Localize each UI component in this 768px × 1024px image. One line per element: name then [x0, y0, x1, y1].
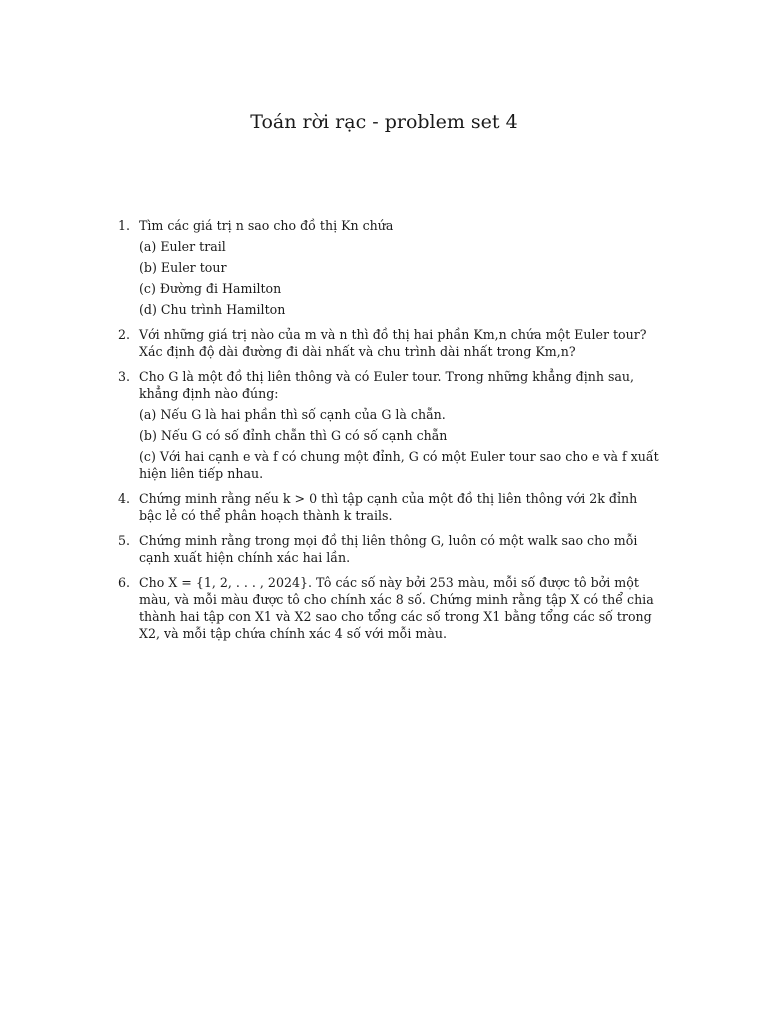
problem-4	[118, 490, 660, 524]
sub-item-list	[139, 406, 660, 482]
problem-number: 2.	[118, 327, 131, 342]
problem-number: 6.	[118, 575, 131, 590]
problem-2	[118, 326, 660, 360]
sub-item: (c) Với hai cạnh e và f có chung một đỉnh, G có một Euler tour sao cho e và f xuất hiện liên tiếp nhau.	[139, 449, 659, 481]
sub-item: (b) Euler tour	[139, 260, 227, 275]
problem-text: Cho G là một đồ thị liên thông và có Euler tour. Trong những khẳng định sau, khẳng định nào đúng:	[139, 369, 635, 401]
problem-text: Chứng minh rằng nếu k > 0 thì tập cạnh của một đồ thị liên thông với 2k đỉnh bậc lẻ có thể phân hoạch thành k trails.	[139, 491, 638, 523]
problem-text: Với những giá trị nào của m và n thì đồ thị hai phần Km,n chứa một Euler tour? Xác định độ dài đường đi dài nhất và chu trình dài nhất trong Km,n?	[139, 327, 647, 359]
problem-text: Tìm các giá trị n sao cho đồ thị Kn chứa	[139, 218, 394, 233]
sub-item: (d) Chu trình Hamilton	[139, 302, 286, 317]
problem-3	[118, 368, 660, 482]
sub-item-list	[139, 238, 660, 318]
sub-item: (c) Đường đi Hamilton	[139, 281, 282, 296]
problem-6	[118, 574, 660, 642]
problem-1	[118, 217, 660, 318]
page-title: Toán rời rạc - problem set 4	[250, 111, 518, 133]
problem-number: 3.	[118, 369, 131, 384]
problem-number: 5.	[118, 533, 131, 548]
sub-item: (a) Nếu G là hai phần thì số cạnh của G là chẵn.	[139, 407, 446, 422]
problem-list	[118, 217, 660, 650]
sub-item: (a) Euler trail	[139, 239, 226, 254]
problem-text: Chứng minh rằng trong mọi đồ thị liên thông G, luôn có một walk sao cho mỗi cạnh xuất hiện chính xác hai lần.	[139, 533, 638, 565]
problem-number: 4.	[118, 491, 131, 506]
problem-5	[118, 532, 660, 566]
problem-number: 1.	[118, 218, 131, 233]
sub-item: (b) Nếu G có số đỉnh chẵn thì G có số cạnh chẵn	[139, 428, 448, 443]
problem-text: Cho X = {1, 2, . . . , 2024}. Tô các số này bởi 253 màu, mỗi số được tô bởi một màu, và mỗi màu được tô cho chính xác 8 số. Chứng minh rằng tập X có thể chia thành hai tập con X1 và X2 sao cho tổng các số trong X1 bằng tổng các số trong X2, và mỗi tập chứa chính xác 4 số với mỗi màu.	[139, 575, 654, 641]
